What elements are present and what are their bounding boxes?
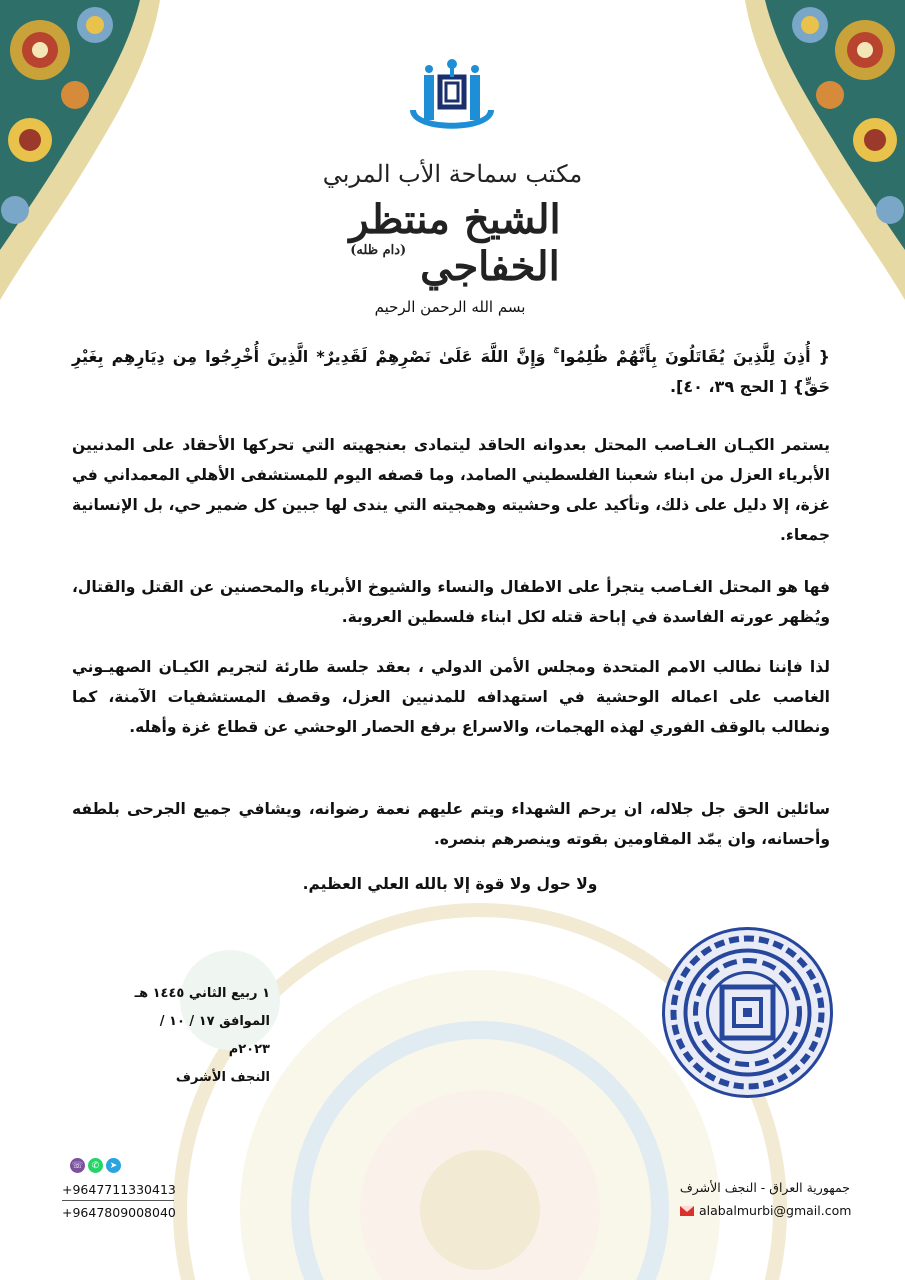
sheikh-name-title (290, 196, 620, 290)
messaging-icons (70, 1158, 121, 1176)
paragraph-3: لذا فإننا نطالب الامم المتحدة ومجلس الأمن الدولي ، بعقد جلسة طارئة لتجريم الكيـان الصهيـوني الغاصب على اعماله الوحشية في استهدافه للمدنيين العزل، وقصف المستشفيات الآمنة، كما ونطالب بالوقف الفوري لهذه الهجمات، والاسراع برفع الحصار الوحشي عن قطاع غزة وأهله. (72, 658, 830, 736)
corner-ornament-left (0, 0, 160, 300)
office-logo-icon (402, 55, 502, 140)
quran-verse: { أُذِنَ لِلَّذِينَ يُقَاتَلُونَ بِأَنَّهُمْ ظُلِمُوا ۚ وَإِنَّ اللَّهَ عَلَىٰ نَصْرِهِمْ لَقَدِيرٌ* الَّذِينَ أُخْرِجُوا مِن دِيَارِهِم بِغَيْرِ حَقٍّ} [ الحج ٣٩، ٤٠]. (72, 347, 830, 396)
bismillah: بسم الله الرحمن الرحيم (374, 298, 526, 316)
sheikh-name: الشيخ منتظر الخفاجي (349, 196, 561, 290)
date-block (120, 980, 270, 1092)
place-name: النجف الأشرف (175, 1070, 270, 1085)
gregorian-date: الموافق ١٧ / ١٠ / ٢٠٢٣م (159, 1014, 270, 1057)
phone-number-1: +9647711330413 (62, 1182, 176, 1197)
paragraph-4: سائلين الحق جل جلاله، ان يرحم الشهداء ويتم عليهم نعمة رضوانه، ويشافي جميع الجرحى بلطفه وأحسانه، وان يمّد المقاومين بقوته وينصرهم بنصره. (72, 800, 830, 848)
whatsapp-icon: ✆ (88, 1158, 103, 1173)
email-address: alabalmurbi@gmail.com (699, 1203, 852, 1218)
email-row (680, 1203, 851, 1218)
phone-number-2: +9647809008040 (62, 1205, 176, 1220)
viber-icon: ☏ (70, 1158, 85, 1173)
paragraph-2: فها هو المحتل الغـاصب يتجرأ على الاطفال والنساء والشيوخ الأبرياء والمحصنين عن القتل والقتال، ويُظهر عورته الفاسدة في إباحة قتله لكل ابناء فلسطين العروبة. (72, 578, 830, 626)
sheikh-honorific: (دام ظله) (350, 243, 407, 258)
hijri-date: ١ ربيع الثاني ١٤٤٥ هـ (134, 986, 270, 1001)
paragraph-1: يستمر الكيـان الغـاصب المحتل بعدوانه الحاقد ليتمادى بعنجهيته التي تحركها الأحقاد على المدنيين الأبرياء العزل من ابناء شعبنا الفلسطيني الصامد، وما قصفه اليوم للمستشفى الأهلي المعمداني في غزة، إلا دليل على ذلك، وتأكيد على وحشيته وهمجيته التي يندى لها جبين كل ضمير حي، بل الإنسانية جمعاء. (72, 436, 830, 544)
phone-divider (62, 1200, 174, 1201)
mail-icon (680, 1206, 694, 1216)
corner-ornament-right (745, 0, 905, 300)
office-seal-stamp (660, 925, 835, 1100)
office-title: مكتب سماحة الأب المربي (322, 160, 583, 188)
telegram-icon: ➤ (106, 1158, 121, 1173)
closing-line: ولا حول ولا قوة إلا بالله العلي العظيم. (302, 875, 598, 893)
address: جمهورية العراق - النجف الأشرف (679, 1180, 850, 1195)
